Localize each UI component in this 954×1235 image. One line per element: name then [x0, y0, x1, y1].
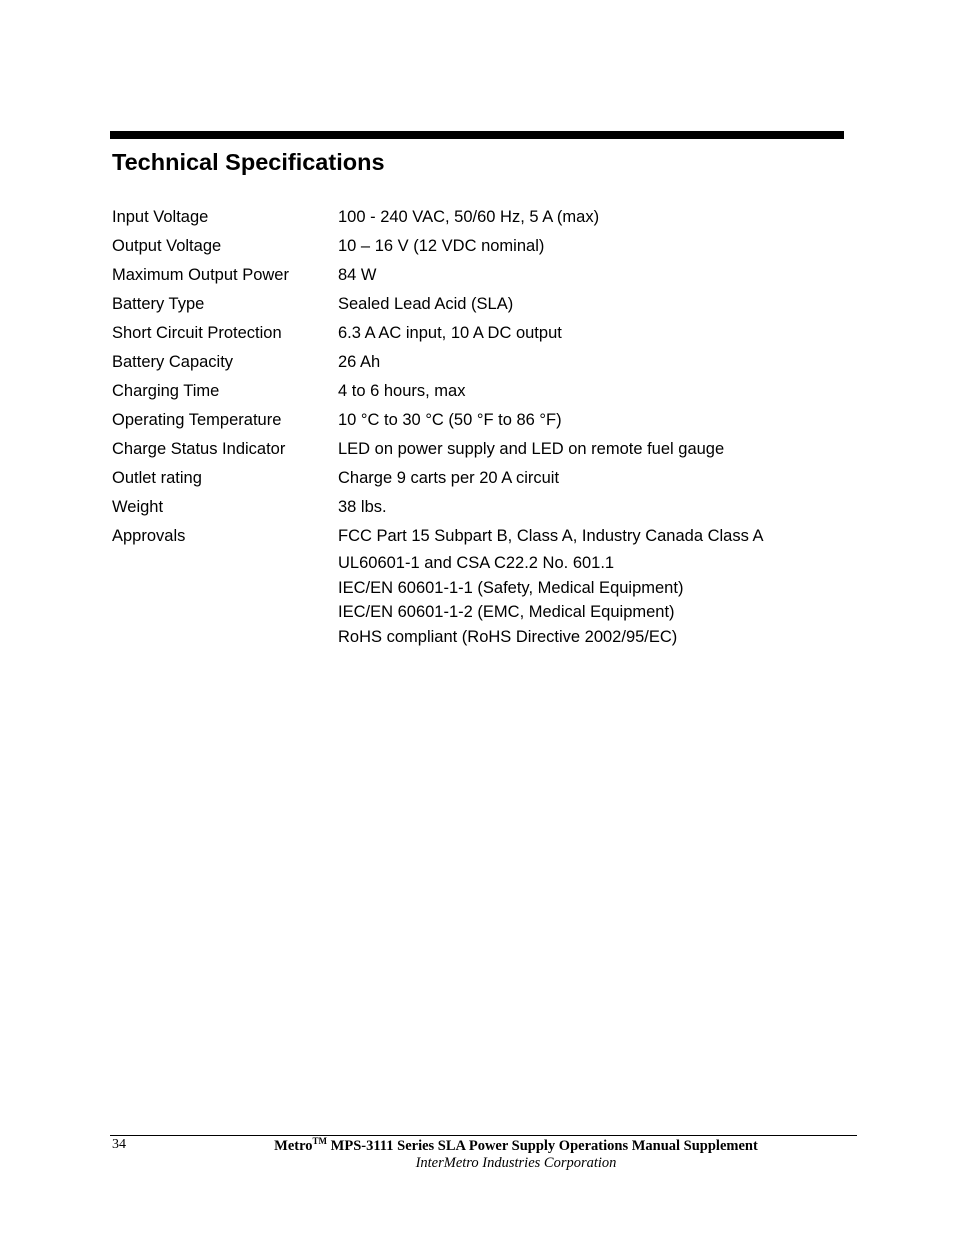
page-title: Technical Specifications: [112, 149, 385, 175]
header-rule: [110, 131, 844, 139]
spec-row: [112, 464, 832, 493]
spec-value: [338, 464, 832, 493]
spec-value-line: Sealed Lead Acid (SLA): [338, 295, 514, 313]
spec-value: [338, 406, 832, 435]
spec-row: [112, 261, 832, 290]
spec-value-line: 6.3 A AC input, 10 A DC output: [338, 324, 562, 342]
spec-row: [112, 290, 832, 319]
spec-value-line: 84 W: [338, 266, 377, 284]
spec-value-line: IEC/EN 60601-1-1 (Safety, Medical Equipment): [338, 578, 684, 597]
spec-row: [112, 348, 832, 377]
spec-value: [338, 261, 832, 290]
spec-label: Approvals: [112, 527, 186, 545]
spec-label: Weight: [112, 498, 164, 516]
spec-label: Charging Time: [112, 382, 220, 400]
footer-title-text: MPS-3111 Series SLA Power Supply Operations Manual Supplement: [327, 1137, 758, 1154]
footer-title: [180, 1136, 852, 1155]
spec-label: Battery Capacity: [112, 353, 234, 371]
spec-row: [112, 319, 832, 348]
footer-subtitle: InterMetro Industries Corporation: [415, 1155, 617, 1171]
spec-value-line: FCC Part 15 Subpart B, Class A, Industry Canada Class A: [338, 527, 764, 545]
spec-value-line: RoHS compliant (RoHS Directive 2002/95/EC): [338, 627, 678, 646]
spec-value: [338, 203, 832, 232]
spec-value: [338, 290, 832, 319]
spec-label: Charge Status Indicator: [112, 440, 286, 458]
spec-row: [112, 203, 832, 232]
spec-label: Battery Type: [112, 295, 205, 313]
spec-label: Input Voltage: [112, 208, 209, 226]
spec-value-line: UL60601-1 and CSA C22.2 No. 601.1: [338, 554, 615, 572]
spec-value-line: IEC/EN 60601-1-2 (EMC, Medical Equipment): [338, 603, 675, 621]
page-number: 34: [112, 1137, 126, 1152]
trademark-mark: TM: [312, 1136, 328, 1146]
spec-row: [112, 377, 832, 406]
spec-value: [338, 493, 832, 522]
spec-value: [338, 435, 832, 464]
spec-label: Maximum Output Power: [112, 266, 289, 284]
spec-value-line: 10 °C to 30 °C (50 °F to 86 °F): [338, 411, 562, 429]
spec-value-line: LED on power supply and LED on remote fuel gauge: [338, 440, 725, 458]
spec-label: Short Circuit Protection: [112, 324, 282, 342]
spec-value: [338, 319, 832, 348]
spec-row: [112, 435, 832, 464]
spec-value-line: 4 to 6 hours, max: [338, 382, 466, 400]
spec-label: Outlet rating: [112, 469, 202, 487]
spec-value-line: 26 Ah: [338, 353, 381, 371]
spec-label: Output Voltage: [112, 237, 222, 255]
spec-value: [338, 348, 832, 377]
spec-row: [112, 406, 832, 435]
spec-row: [112, 232, 832, 261]
spec-value-line: 100 - 240 VAC, 50/60 Hz, 5 A (max): [338, 208, 600, 226]
footer-brand: Metro: [274, 1137, 313, 1154]
spec-row: [112, 522, 832, 649]
spec-label: Operating Temperature: [112, 411, 282, 429]
spec-value-line: Charge 9 carts per 20 A circuit: [338, 469, 560, 487]
spec-table: [112, 203, 832, 649]
spec-value: [338, 232, 832, 261]
spec-value-line: 10 – 16 V (12 VDC nominal): [338, 237, 545, 255]
spec-value-line: 38 lbs.: [338, 498, 387, 516]
spec-row: [112, 493, 832, 522]
spec-value: [338, 522, 832, 649]
spec-value: [338, 377, 832, 406]
